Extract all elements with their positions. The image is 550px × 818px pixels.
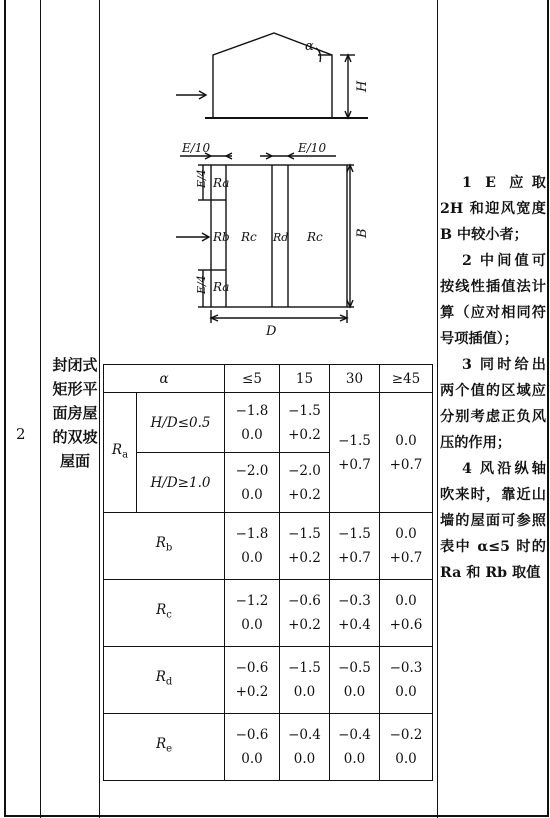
symbol-re: [104, 714, 225, 781]
value: −0.3: [338, 593, 371, 609]
notes-column: [440, 170, 546, 586]
value-cell: [225, 453, 280, 513]
symbol-text: R: [155, 535, 166, 552]
value-cell: [380, 513, 433, 580]
symbol-text: R: [156, 602, 167, 619]
zone-label: Rc: [241, 230, 257, 244]
symbol-text: R: [111, 441, 123, 458]
value: −1.5: [288, 526, 321, 542]
condition-cell: H/D≥1.0: [137, 453, 225, 513]
value-cell: [280, 580, 330, 647]
row-name-line: 矩形平: [52, 380, 98, 398]
table-row: [104, 513, 433, 580]
value: +0.2: [288, 426, 321, 443]
value: 0.0: [241, 550, 263, 566]
value: 0.0: [395, 432, 417, 449]
value-cell: [380, 580, 433, 647]
value: −1.5: [338, 432, 371, 449]
value: +0.7: [389, 456, 423, 473]
value: +0.7: [338, 456, 371, 473]
symbol-sub: d: [165, 676, 173, 688]
symbol-sub: a: [122, 449, 129, 461]
value-cell: [280, 647, 330, 714]
value-cell: [280, 453, 330, 513]
symbol-text: R: [155, 669, 166, 686]
value: +0.2: [288, 550, 321, 566]
value: +0.7: [338, 550, 371, 566]
value: −0.3: [389, 660, 423, 676]
value: 0.0: [241, 617, 263, 633]
value: −0.6: [235, 727, 269, 743]
value: +0.6: [389, 617, 423, 633]
zone-label: Rd: [273, 231, 289, 244]
value-cell: [225, 393, 280, 453]
table-row: [104, 393, 433, 453]
symbol-text: R: [155, 736, 167, 753]
value: +0.2: [235, 684, 269, 700]
value-cell: [330, 647, 380, 714]
note: 1 E 应取 2H 和迎风宽度 B 中较小者；: [440, 175, 546, 243]
row-number: 2: [16, 425, 26, 443]
value: +0.7: [389, 550, 423, 566]
dim-label: E/10: [298, 141, 327, 155]
note: 3 同时给出两个值的区域应分别考虑正负风压的作用；: [440, 357, 546, 451]
value-cell: [225, 714, 280, 781]
row-name-line: 封闭式: [52, 356, 98, 374]
table-row: [104, 714, 433, 781]
row-name-line: 的双坡: [52, 428, 98, 446]
dim-label: E/10: [182, 141, 211, 155]
row-name-line: 面房屋: [52, 404, 98, 422]
height-label: H: [355, 80, 370, 92]
value-cell: [225, 580, 280, 647]
value: −2.0: [288, 462, 321, 479]
value: 0.0: [241, 486, 263, 503]
symbol-sub: e: [166, 743, 173, 755]
note: 2 中间值可按线性插值法计算（应对相同符号项插值）；: [440, 253, 546, 347]
table-row: [104, 647, 433, 714]
value: 0.0: [241, 426, 263, 443]
value-cell: [330, 513, 380, 580]
value-cell: [225, 647, 280, 714]
table-header-row: [104, 365, 433, 393]
value-cell: [380, 393, 433, 513]
value-cell: [330, 580, 380, 647]
header-cell: ≤5: [225, 365, 280, 393]
value-cell: [330, 714, 380, 781]
value: −1.2: [235, 593, 269, 609]
symbol-rb: [104, 513, 225, 580]
alpha-label: α: [305, 39, 314, 54]
value-cell: [280, 714, 330, 781]
condition-cell: H/D≤0.5: [137, 393, 225, 453]
value: 0.0: [395, 526, 417, 542]
value: −1.8: [235, 402, 269, 419]
value: 0.0: [343, 751, 366, 767]
value: −1.8: [235, 526, 269, 542]
value: −1.5: [288, 402, 321, 419]
value-cell: [380, 647, 433, 714]
symbol-sub: b: [165, 542, 173, 554]
dim-label: E/4: [195, 169, 208, 188]
value: 0.0: [395, 593, 417, 609]
value: 0.0: [293, 751, 316, 767]
value: −0.4: [288, 727, 321, 743]
value: 0.0: [293, 684, 316, 700]
zone-label: Ra: [213, 176, 230, 190]
value: −0.5: [338, 660, 371, 676]
value: 0.0: [395, 684, 417, 700]
header-cell: 15: [280, 365, 330, 393]
value-cell: [380, 714, 433, 781]
table-row: [104, 580, 433, 647]
building-elevation: [213, 33, 332, 118]
value: +0.2: [288, 486, 321, 503]
symbol-ra: [104, 393, 137, 513]
value: +0.2: [288, 617, 321, 633]
header-cell: 30: [330, 365, 380, 393]
value-cell: [280, 393, 330, 453]
width-label: B: [355, 228, 370, 238]
coefficient-table: [103, 364, 433, 781]
value: 0.0: [395, 751, 417, 767]
value: 0.0: [241, 751, 263, 767]
value-cell: [330, 393, 380, 513]
value: +0.4: [338, 617, 371, 633]
value: −0.4: [338, 727, 371, 743]
zone-label: Rc: [307, 230, 323, 244]
value: 0.0: [343, 684, 366, 700]
row-name-line: 屋面: [59, 452, 90, 470]
value: −0.6: [288, 593, 321, 609]
header-cell: ≥45: [380, 365, 433, 393]
value-cell: [280, 513, 330, 580]
symbol-rc: [104, 580, 225, 647]
symbol-sub: c: [166, 609, 172, 621]
zone-label: Rb: [213, 230, 230, 244]
value: −1.5: [338, 526, 371, 542]
symbol-rd: [104, 647, 225, 714]
value-cell: [225, 513, 280, 580]
dim-label: E/4: [195, 275, 208, 294]
zone-label: Ra: [213, 280, 230, 294]
row-name: [45, 353, 105, 473]
depth-label: D: [266, 324, 277, 339]
value: −1.5: [288, 660, 321, 676]
header-alpha: α: [104, 365, 225, 393]
value: −2.0: [235, 462, 269, 479]
value: −0.2: [389, 727, 423, 743]
note: 4 风沿纵轴吹来时，靠近山墙的屋面可参照表中 α≤5 时的 Ra 和 Rb 取值: [440, 461, 546, 581]
value: −0.6: [235, 660, 269, 676]
